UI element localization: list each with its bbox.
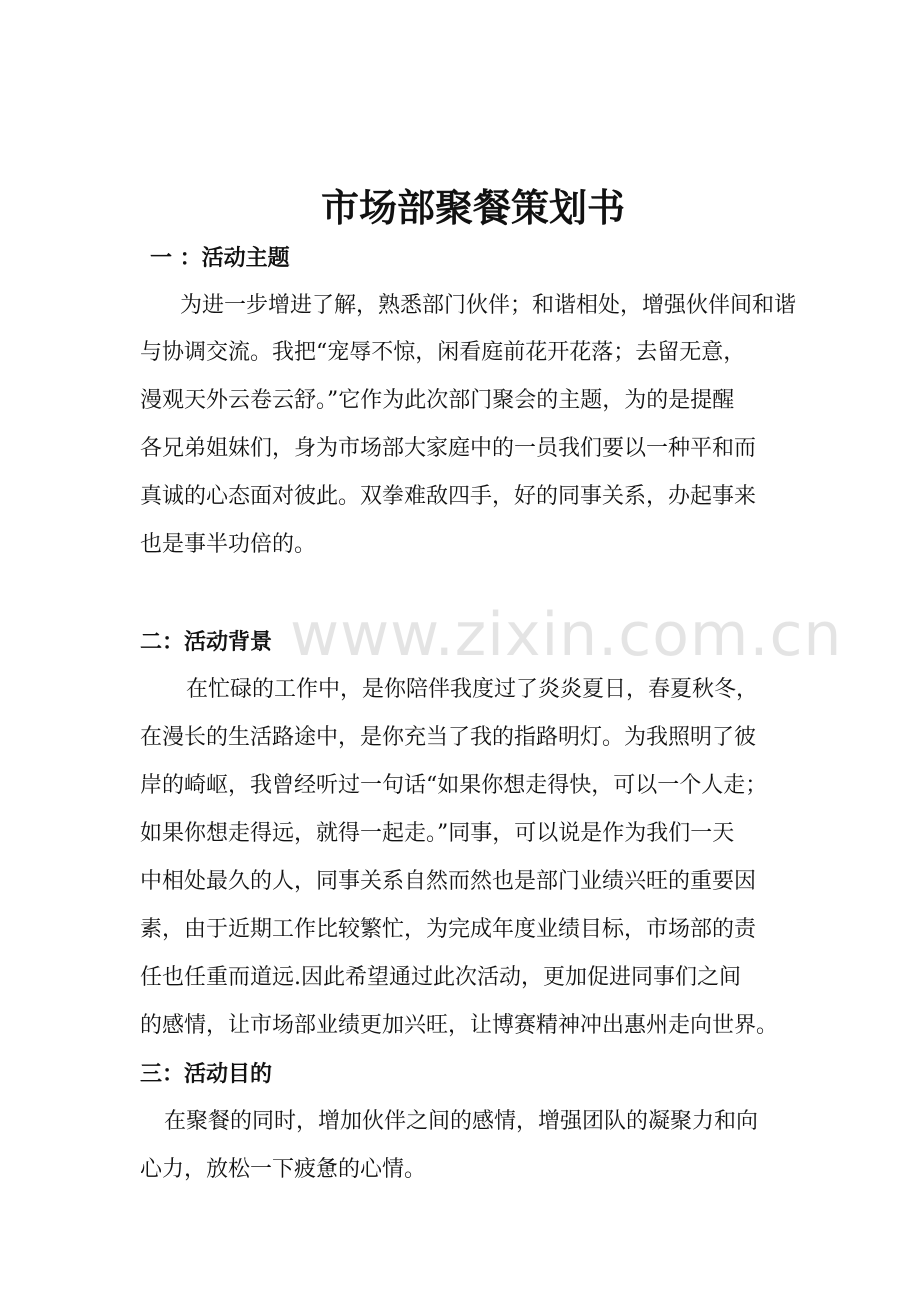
paragraph-line: 岸的崎岖，我曾经听过一句话“如果你想走得快，可以一个人走；	[140, 773, 768, 798]
paragraph-line: 中相处最久的人，同事关系自然而然也是部门业绩兴旺的重要因	[140, 869, 757, 894]
paragraph-line: 为进一步增进了解，熟悉部门伙伴；和谐相处，增强伙伴间和谐	[180, 293, 797, 318]
paragraph-line: 在漫长的生活路途中，是你充当了我的指路明灯。为我照明了彼	[140, 725, 757, 750]
paragraph-line: 也是事半功倍的。	[140, 532, 317, 557]
document-title: 市场部聚餐策划书	[320, 185, 625, 230]
paragraph-line: 在聚餐的同时，增加伙伴之间的感情，增强团队的凝聚力和向	[164, 1109, 759, 1134]
watermark: www.zixin.com.cn	[290, 600, 843, 670]
paragraph-line: 任也任重而道远.因此希望通过此次活动，更加促进同事们之间	[140, 965, 741, 990]
section-heading-theme: 一 ：活动主题	[150, 245, 290, 271]
paragraph-line: 与协调交流。我把“宠辱不惊，闲看庭前花开花落；去留无意，	[140, 340, 746, 365]
paragraph-line: 如果你想走得远，就得一起走。”同事，可以说是作为我们一天	[140, 821, 735, 846]
section-heading-background: 二：活动背景	[140, 629, 273, 655]
paragraph-line: 真诚的心态面对彼此。双拳难敌四手，好的同事关系，办起事来	[140, 484, 757, 509]
paragraph-line: 漫观天外云卷云舒。”它作为此次部门聚会的主题，为的是提醒	[140, 388, 735, 413]
paragraph-line: 的感情，让市场部业绩更加兴旺，让博赛精神冲出惠州走向世界。	[140, 1013, 779, 1038]
section-heading-purpose: 三：活动目的	[140, 1061, 273, 1087]
paragraph-line: 在忙碌的工作中，是你陪伴我度过了炎炎夏日，春夏秋冬，	[186, 677, 759, 702]
paragraph-line: 素，由于近期工作比较繁忙，为完成年度业绩目标，市场部的责	[140, 917, 757, 942]
paragraph-line: 各兄弟姐妹们，身为市场部大家庭中的一员我们要以一种平和而	[140, 436, 757, 461]
paragraph-line: 心力，放松一下疲惫的心情。	[140, 1157, 427, 1182]
